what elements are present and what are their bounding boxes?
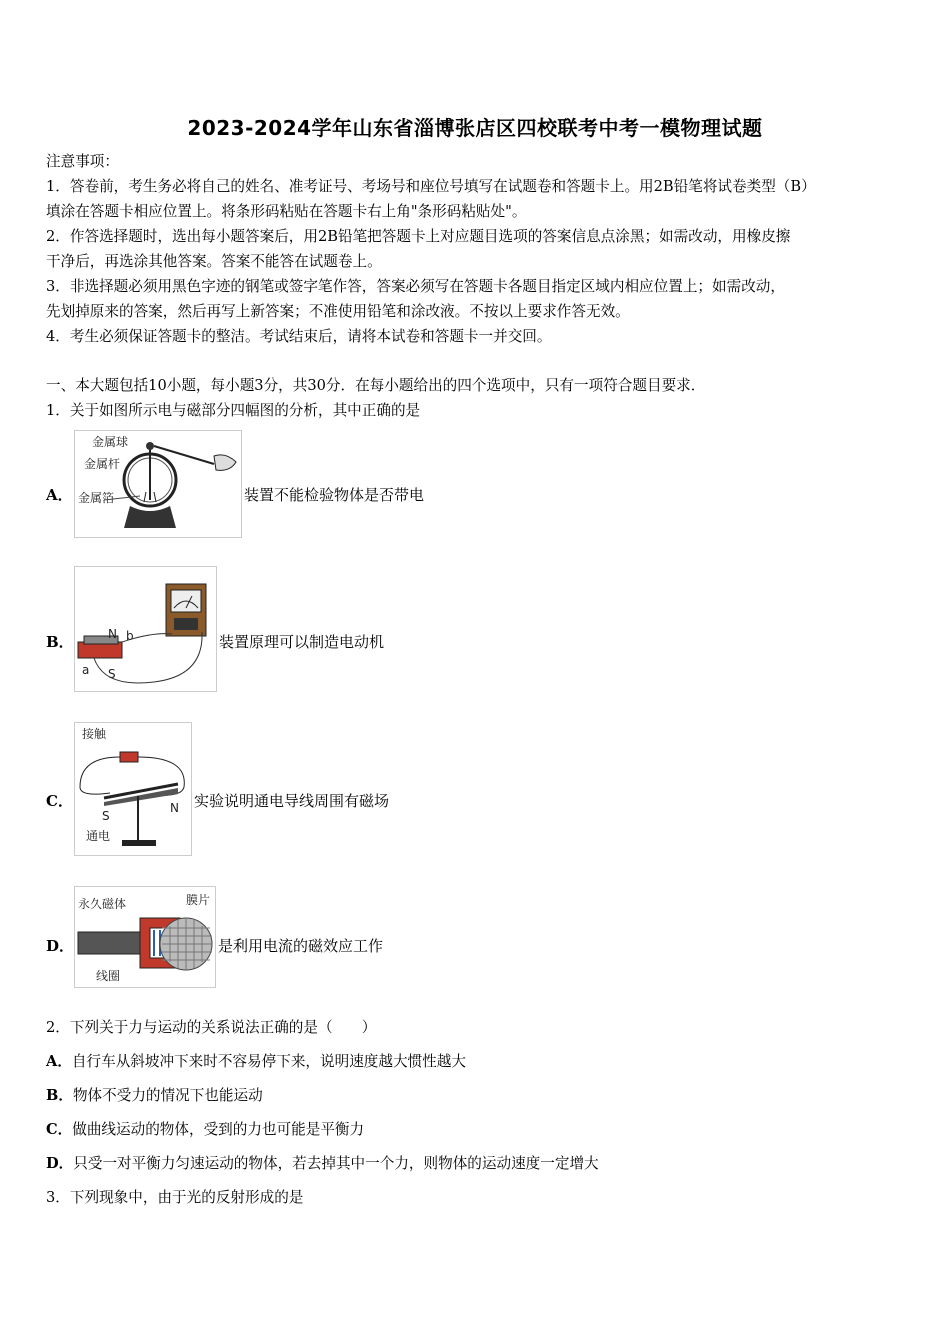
electroscope-figure [74, 430, 242, 538]
notice-line: 填涂在答题卡相应位置上。将条形码粘贴在答题卡右上角"条形码粘贴处"。 [46, 203, 527, 220]
microphone-figure [74, 886, 216, 988]
q2-option-a-text: 自行车从斜坡冲下来时不容易停下来，说明速度越大惯性越大 [71, 1053, 466, 1070]
q2-option-b [46, 1086, 263, 1106]
question-2-stem: 2．下列关于力与运动的关系说法正确的是（ ） [46, 1019, 377, 1036]
notice-line: 1．答卷前，考生务必将自己的姓名、准考证号、考场号和座位号填写在试题卷和答题卡上。用2B铅笔将试卷类型（B） [46, 178, 816, 195]
fig-label-s: S [108, 667, 116, 681]
q2-option-b-label: B． [46, 1087, 73, 1104]
q2-option-d [46, 1154, 599, 1174]
oersted-figure [74, 722, 192, 856]
q2-option-d-text: 只受一对平衡力匀速运动的物体，若去掉其中一个力，则物体的运动速度一定增大 [73, 1155, 599, 1172]
fig-label-metal-foil: 金属箔 [78, 491, 115, 505]
option-b-label: B． [46, 633, 74, 651]
q2-option-c [46, 1120, 364, 1140]
option-a-text: 装置不能检验物体是否带电 [244, 486, 425, 504]
notice-line: 先划掉原来的答案，然后再写上新答案；不准使用铅笔和涂改液。不按以上要求作答无效。 [46, 303, 630, 320]
fig-label-metal-rod: 金属杆 [84, 457, 121, 471]
q2-option-a [46, 1052, 466, 1072]
section-heading: 一、本大题包括10小题，每小题3分，共30分．在每小题给出的四个选项中，只有一项符合题目要求． [46, 377, 706, 394]
fig-label-a: a [82, 663, 90, 677]
page-title: 2023-2024学年山东省淄博张店区四校联考中考一模物理试题 [187, 116, 763, 140]
fig-label-b: b [126, 629, 134, 643]
option-c-label: C． [46, 792, 73, 810]
q2-option-a-label: A． [46, 1053, 72, 1070]
option-b-text: 装置原理可以制造电动机 [219, 633, 385, 651]
question-3-stem: 3．下列现象中，由于光的反射形成的是 [46, 1189, 304, 1206]
q2-option-c-text: 做曲线运动的物体，受到的力也可能是平衡力 [72, 1121, 365, 1138]
notice-line: 3．非选择题必须用黑色字迹的钢笔或签字笔作答，答案必须写在答题卡各题目指定区域内相应位置上；如需改动， [46, 278, 785, 295]
fig-label-south: S [102, 809, 110, 823]
fig-label-touch: 接触 [82, 727, 107, 741]
fig-label-current: 通电 [86, 829, 111, 843]
generator-figure [74, 566, 217, 692]
q2-option-c-label: C． [46, 1121, 73, 1138]
option-a-label: A． [46, 486, 73, 504]
option-c-text: 实验说明通电导线周围有磁场 [194, 792, 390, 810]
option-d-label: D． [46, 937, 75, 955]
notice-heading: 注意事项： [46, 153, 119, 170]
fig-label-diaphragm: 膜片 [186, 893, 211, 907]
q2-option-d-label: D． [46, 1155, 74, 1172]
fig-label-metal-ball: 金属球 [92, 435, 129, 449]
question-1-stem: 1．关于如图所示电与磁部分四幅图的分析，其中正确的是 [46, 402, 421, 419]
option-d-text: 是利用电流的磁效应工作 [218, 937, 384, 955]
q2-option-b-text: 物体不受力的情况下也能运动 [72, 1087, 263, 1104]
fig-label-n: N [108, 627, 117, 641]
fig-label-north: N [170, 801, 179, 815]
fig-label-coil: 线圈 [96, 969, 121, 983]
notice-line: 干净后，再选涂其他答案。答案不能答在试题卷上。 [46, 253, 382, 270]
notice-line: 2．作答选择题时，选出每小题答案后，用2B铅笔把答题卡上对应题目选项的答案信息点涂黑；如需改动，用橡皮擦 [46, 228, 791, 245]
fig-label-permanent-magnet: 永久磁体 [78, 897, 127, 911]
notice-line: 4．考生必须保证答题卡的整洁。考试结束后，请将本试卷和答题卡一并交回。 [46, 328, 552, 345]
